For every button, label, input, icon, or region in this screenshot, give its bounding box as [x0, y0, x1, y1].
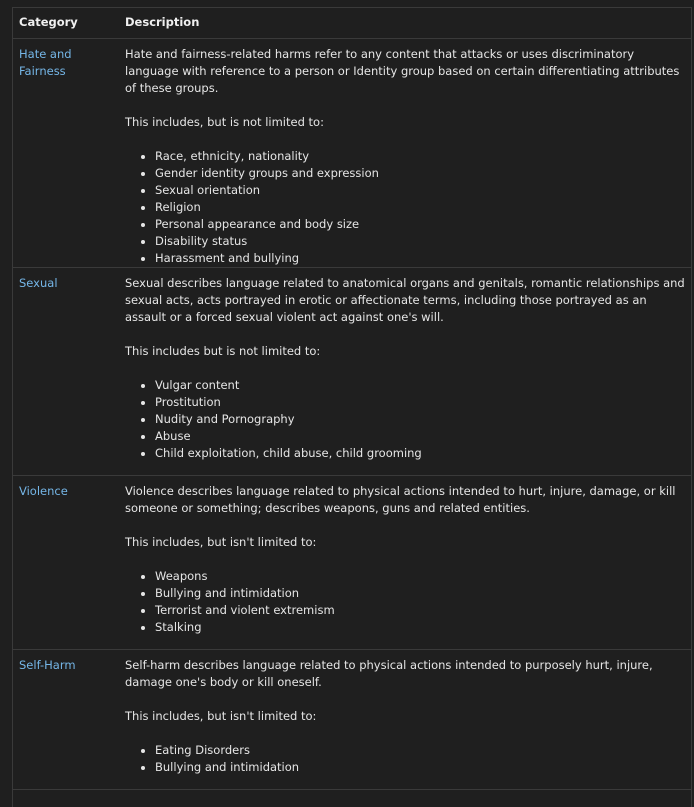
category-cell: Sexual: [12, 268, 118, 476]
description-cell: [118, 268, 692, 476]
list-item: • Vulgar content: [155, 377, 685, 394]
list-item: • Harassment and bullying: [155, 250, 685, 267]
list-item: • Prostitution: [155, 394, 685, 411]
description-cell: [118, 39, 692, 268]
includes-label: This includes but is not limited to:: [125, 344, 321, 358]
examples-list: [125, 148, 685, 267]
table-row: [12, 268, 692, 476]
table-row: [12, 39, 692, 268]
examples-list: [125, 377, 685, 462]
list-item: • Eating Disorders: [155, 742, 685, 759]
list-item: • Disability status: [155, 233, 685, 250]
description-cell: [118, 476, 692, 650]
includes-label: This includes, but is not limited to:: [125, 115, 324, 129]
examples-list: [125, 568, 685, 636]
category-summary: Hate and fairness-related harms refer to any content that attacks or uses discriminatory language with reference to a person or Identity group based on certain differentiating attributes of these groups.: [125, 47, 680, 95]
description-column-header: Description: [118, 7, 692, 39]
list-item: • Stalking: [155, 619, 685, 636]
list-item: • Nudity and Pornography: [155, 411, 685, 428]
list-item: • Gender identity groups and expression: [155, 165, 685, 182]
category-cell: Hate and Fairness: [12, 39, 118, 268]
list-item: • Weapons: [155, 568, 685, 585]
list-item: • Personal appearance and body size: [155, 216, 685, 233]
list-item: • Bullying and intimidation: [155, 759, 685, 776]
table-header-row: [12, 7, 692, 39]
list-item: • Terrorist and violent extremism: [155, 602, 685, 619]
list-item: • Bullying and intimidation: [155, 585, 685, 602]
list-item: • Sexual orientation: [155, 182, 685, 199]
category-cell: Self-Harm: [12, 650, 118, 790]
list-item: • Abuse: [155, 428, 685, 445]
list-item: • Religion: [155, 199, 685, 216]
category-summary: Sexual describes language related to anatomical organs and genitals, romantic relationships and sexual acts, acts portrayed in erotic or affectionate terms, including those portrayed as an assault or a forced sexual violent act against one's will.: [125, 276, 685, 324]
list-item: • Race, ethnicity, nationality: [155, 148, 685, 165]
category-cell: Violence: [12, 476, 118, 650]
examples-list: [125, 742, 685, 776]
list-item: • Child exploitation, child abuse, child grooming: [155, 445, 685, 462]
table-row: [12, 476, 692, 650]
table-row: [12, 650, 692, 790]
harm-categories-table: [12, 7, 692, 790]
category-column-header: Category: [12, 7, 118, 39]
description-cell: [118, 650, 692, 790]
category-summary: Self-harm describes language related to physical actions intended to purposely hurt, injure, damage one's body or kill oneself.: [125, 658, 653, 689]
category-summary: Violence describes language related to physical actions intended to hurt, injure, damage, or kill someone or something; describes weapons, guns and related entities.: [125, 484, 676, 515]
includes-label: This includes, but isn't limited to:: [125, 709, 317, 723]
includes-label: This includes, but isn't limited to:: [125, 535, 317, 549]
